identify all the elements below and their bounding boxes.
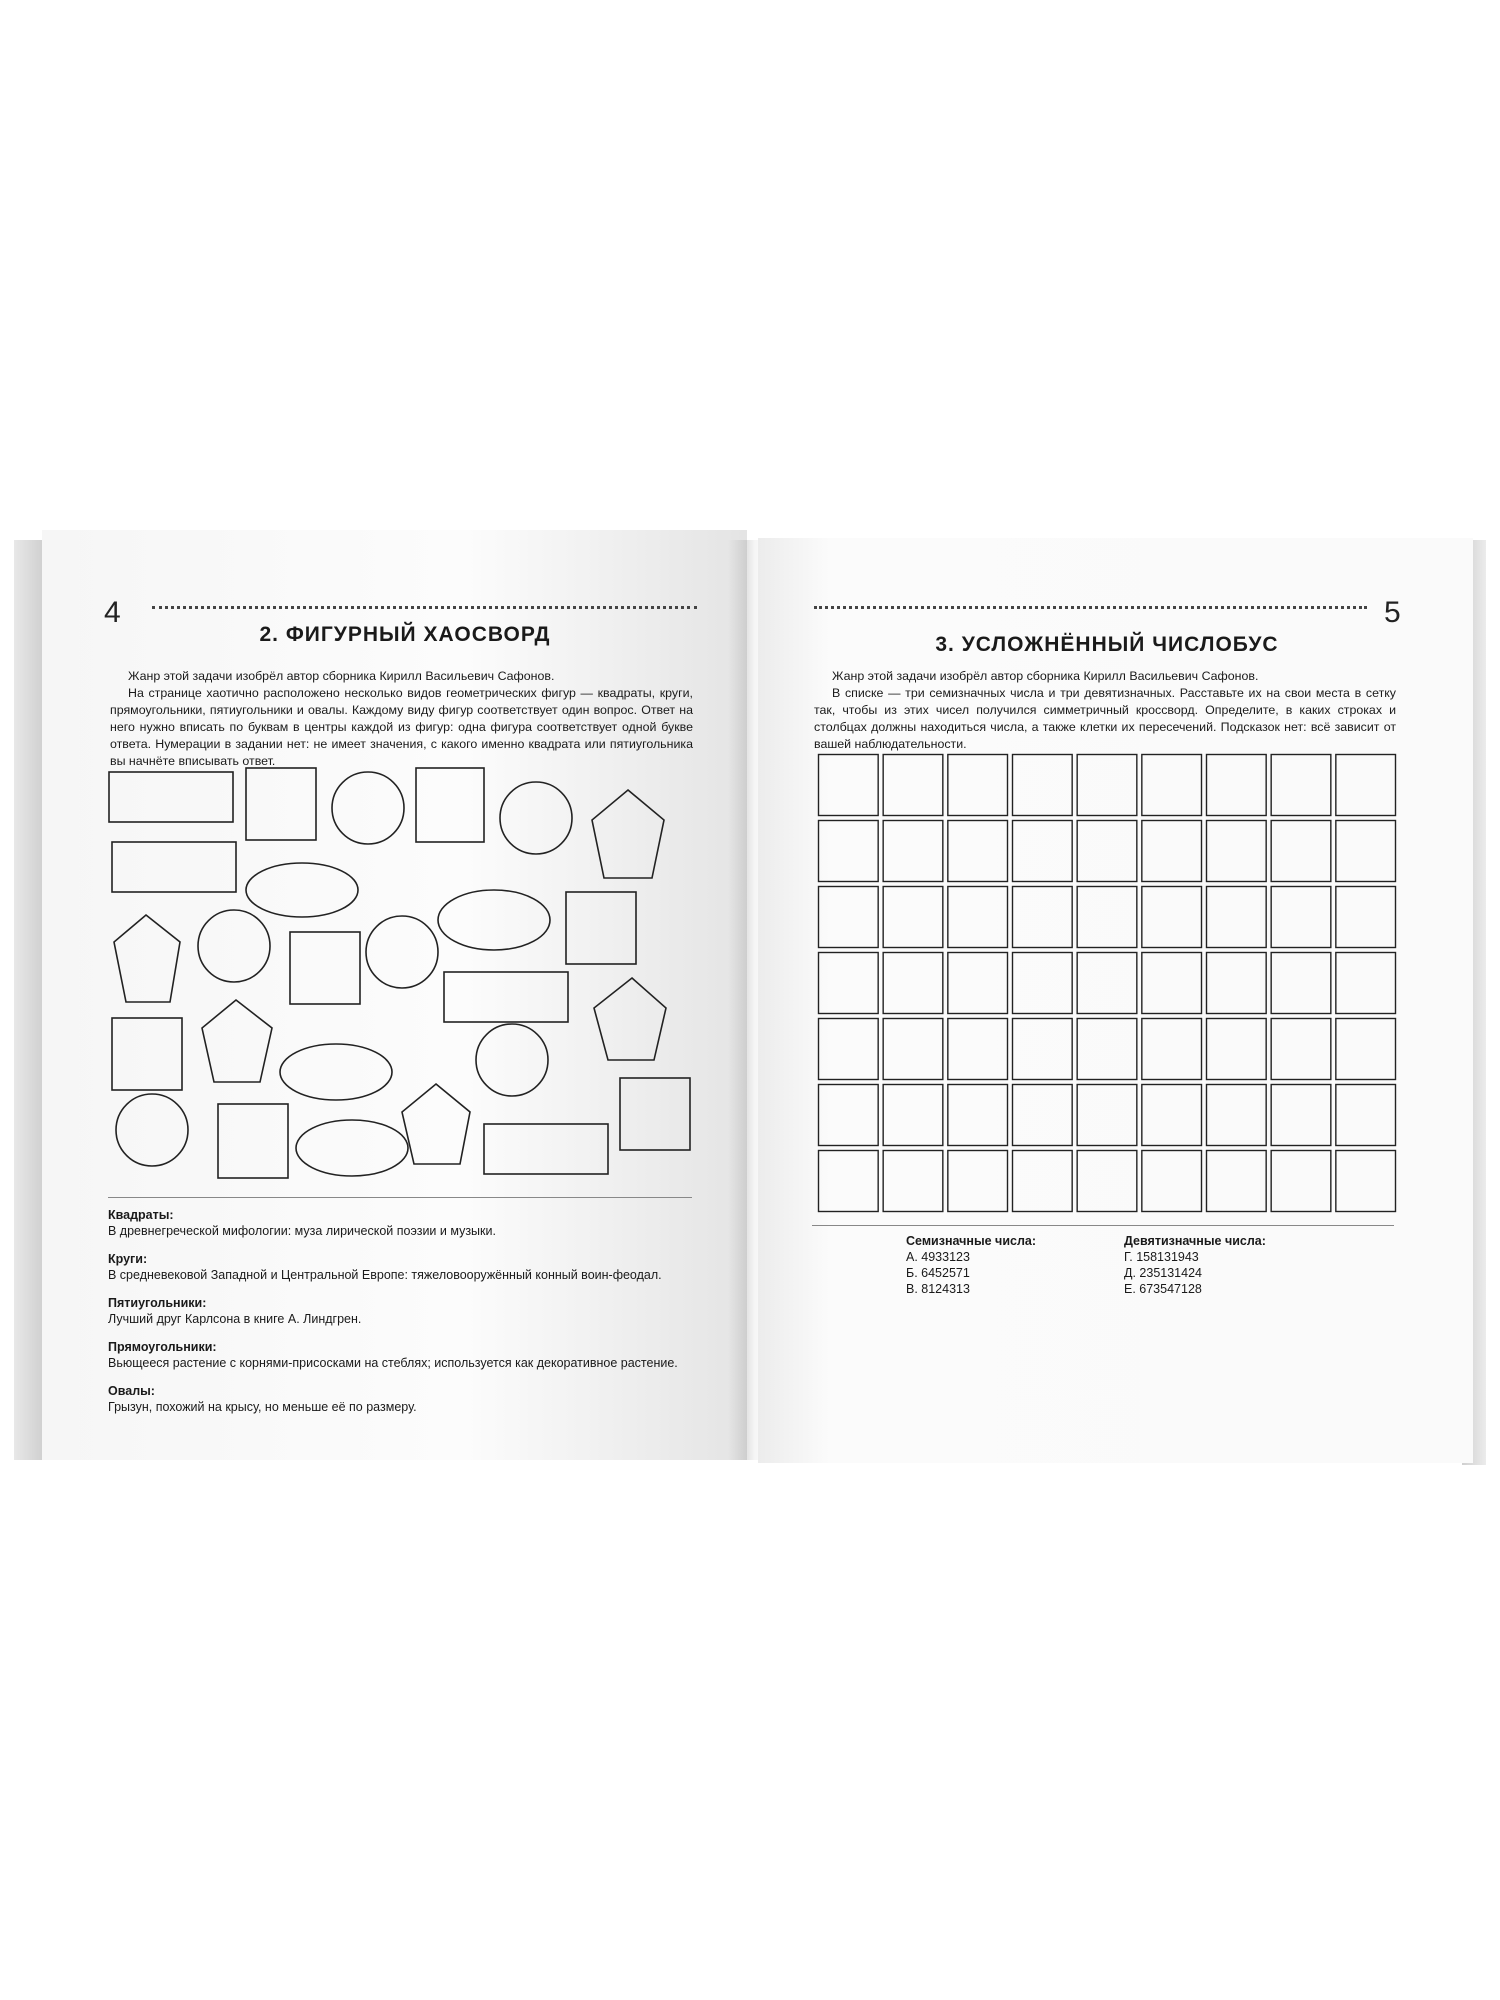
crossword-grid <box>812 748 1402 1218</box>
grid-cell[interactable] <box>948 1019 1008 1080</box>
grid-cell[interactable] <box>948 1085 1008 1146</box>
number-item: В. 8124313 <box>906 1282 970 1296</box>
clue-text: Грызун, похожий на крысу, но меньше её по размеру. <box>108 1400 417 1414</box>
grid-cell[interactable] <box>1142 1085 1202 1146</box>
shapes-puzzle <box>100 760 700 1180</box>
right-page-number: 5 <box>1384 596 1401 629</box>
circle-shape <box>116 1094 188 1166</box>
grid-cell[interactable] <box>1013 1019 1073 1080</box>
clue-text: Лучший друг Карлсона в книге А. Линдгрен. <box>108 1312 362 1326</box>
clue-ovals <box>108 1383 698 1415</box>
grid-cell[interactable] <box>1013 755 1073 816</box>
clue-pentagons <box>108 1295 698 1327</box>
clue-circles <box>108 1251 698 1283</box>
left-divider <box>108 1197 692 1198</box>
grid-cell[interactable] <box>883 1019 943 1080</box>
clue-label: Овалы: <box>108 1384 155 1398</box>
grid-cell[interactable] <box>883 1085 943 1146</box>
oval-shape <box>438 890 550 950</box>
clue-text: В древнегреческой мифологии: муза лирической поэзии и музыки. <box>108 1224 496 1238</box>
left-intro-p2: На странице хаотично расположено несколько видов геометрических фигур — квадраты, круги, прямоугольники, пятиугольники и овалы. Каждому виду фигур соответствует один вопрос. Ответ на него нужно вписать по буквам в центры каждой из фигур: одна фигура соответствует одной букве ответа. Нумерации в задании нет: не имеет значения, с какого именно квадрата или пятиугольника вы начнёте вписывать ответ. <box>110 686 693 768</box>
grid-cell[interactable] <box>1142 821 1202 882</box>
left-header-dots <box>152 606 697 611</box>
grid-cell[interactable] <box>1207 755 1267 816</box>
left-page-edge <box>14 540 44 1460</box>
grid-cell[interactable] <box>1207 953 1267 1014</box>
left-intro <box>110 668 693 770</box>
left-page-title: 2. ФИГУРНЫЙ ХАОСВОРД <box>259 623 551 646</box>
right-page-title: 3. УСЛОЖНЁННЫЙ ЧИСЛОБУС <box>935 633 1279 656</box>
number-item: А. 4933123 <box>906 1250 970 1264</box>
square-shape <box>620 1078 690 1150</box>
clue-text: Вьющееся растение с корнями-присосками на стеблях; используется как декоративное растение. <box>108 1356 678 1370</box>
grid-cell[interactable] <box>1013 887 1073 948</box>
left-intro-p1: Жанр этой задачи изобрёл автор сборника Кирилл Васильевич Сафонов. <box>128 669 555 683</box>
grid-cell[interactable] <box>1207 1151 1267 1212</box>
number-item: Д. 235131424 <box>1124 1266 1202 1280</box>
grid-cell[interactable] <box>948 1151 1008 1212</box>
square-shape <box>218 1104 288 1178</box>
number-item: Е. 673547128 <box>1124 1282 1202 1296</box>
grid-cell[interactable] <box>1207 1085 1267 1146</box>
grid-cell[interactable] <box>1142 1151 1202 1212</box>
number-item: Г. 158131943 <box>1124 1250 1199 1264</box>
grid-cell[interactable] <box>883 755 943 816</box>
grid-cell[interactable] <box>1142 755 1202 816</box>
grid-cell[interactable] <box>1142 953 1202 1014</box>
grid-cell[interactable] <box>1207 1019 1267 1080</box>
clue-list <box>108 1207 698 1427</box>
grid-cell[interactable] <box>1271 887 1331 948</box>
square-shape <box>416 768 484 842</box>
clue-rectangles <box>108 1339 698 1371</box>
rectangle-shape <box>109 772 233 822</box>
clue-squares <box>108 1207 698 1239</box>
grid-cell[interactable] <box>1271 755 1331 816</box>
rectangle-shape <box>444 972 568 1022</box>
left-page-number: 4 <box>104 596 121 629</box>
right-divider <box>812 1225 1394 1226</box>
grid-cell[interactable] <box>1013 953 1073 1014</box>
rectangle-shape <box>484 1124 608 1174</box>
grid-cell[interactable] <box>1336 1085 1396 1146</box>
pentagon-shape <box>114 915 180 1002</box>
grid-cell[interactable] <box>1271 1085 1331 1146</box>
grid-cell[interactable] <box>1336 953 1396 1014</box>
grid-cell[interactable] <box>1077 755 1137 816</box>
nine-digit-label: Девятизначные числа: <box>1124 1234 1266 1248</box>
circle-shape <box>332 772 404 844</box>
grid-cell[interactable] <box>819 887 879 948</box>
grid-cell[interactable] <box>1077 1019 1137 1080</box>
pentagon-shape <box>592 790 664 878</box>
seven-digit-list <box>906 1233 1036 1297</box>
grid-cell[interactable] <box>819 821 879 882</box>
grid-cell[interactable] <box>1142 1019 1202 1080</box>
grid-cell[interactable] <box>948 953 1008 1014</box>
square-shape <box>246 768 316 840</box>
grid-cell[interactable] <box>1336 1019 1396 1080</box>
grid-cell[interactable] <box>819 953 879 1014</box>
right-header-dots <box>814 606 1367 611</box>
grid-cell[interactable] <box>883 1151 943 1212</box>
grid-cell[interactable] <box>1077 953 1137 1014</box>
oval-shape <box>246 863 358 917</box>
right-intro-p2: В списке — три семизначных числа и три девятизначных. Расставьте их на свои места в сетку так, чтобы из этих чисел получился симметричный кроссворд. Определите, в каких строках и столбцах должны находиться числа, а также клетки их пересечений. Подсказок нет: всё зависит от вашей наблюдательности. <box>814 686 1396 751</box>
circle-shape <box>366 916 438 988</box>
grid-cell[interactable] <box>1207 887 1267 948</box>
clue-label: Прямоугольники: <box>108 1340 217 1354</box>
grid-cell[interactable] <box>1271 953 1331 1014</box>
grid-cell[interactable] <box>1077 1085 1137 1146</box>
pentagon-shape <box>402 1084 470 1164</box>
grid-cell[interactable] <box>1271 821 1331 882</box>
grid-cell[interactable] <box>819 1019 879 1080</box>
circle-shape <box>500 782 572 854</box>
grid-cell[interactable] <box>1013 1151 1073 1212</box>
grid-cell[interactable] <box>1336 821 1396 882</box>
grid-cell[interactable] <box>948 821 1008 882</box>
oval-shape <box>296 1120 408 1176</box>
clue-label: Квадраты: <box>108 1208 174 1222</box>
rectangle-shape <box>112 842 236 892</box>
right-intro-p1: Жанр этой задачи изобрёл автор сборника Кирилл Васильевич Сафонов. <box>832 669 1259 683</box>
grid-cell[interactable] <box>1336 755 1396 816</box>
nine-digit-list <box>1124 1233 1266 1297</box>
grid-cell[interactable] <box>819 1085 879 1146</box>
pentagon-shape <box>594 978 666 1060</box>
grid-cell[interactable] <box>1271 1151 1331 1212</box>
grid-cell[interactable] <box>819 755 879 816</box>
circle-shape <box>198 910 270 982</box>
grid-cell[interactable] <box>1077 887 1137 948</box>
seven-digit-label: Семизначные числа: <box>906 1234 1037 1248</box>
circle-shape <box>476 1024 548 1096</box>
grid-cell[interactable] <box>1271 1019 1331 1080</box>
grid-cell[interactable] <box>1207 821 1267 882</box>
grid-cell[interactable] <box>1336 887 1396 948</box>
grid-cell[interactable] <box>1336 1151 1396 1212</box>
square-shape <box>112 1018 182 1090</box>
grid-cell[interactable] <box>948 755 1008 816</box>
grid-cell[interactable] <box>1013 821 1073 882</box>
number-item: Б. 6452571 <box>906 1266 970 1280</box>
square-shape <box>566 892 636 964</box>
grid-cell[interactable] <box>883 821 943 882</box>
grid-cell[interactable] <box>1142 887 1202 948</box>
grid-cell[interactable] <box>883 887 943 948</box>
pentagon-shape <box>202 1000 272 1082</box>
clue-label: Пятиугольники: <box>108 1296 207 1310</box>
clue-label: Круги: <box>108 1252 148 1266</box>
square-shape <box>290 932 360 1004</box>
grid-cell[interactable] <box>883 953 943 1014</box>
grid-cell[interactable] <box>1077 1151 1137 1212</box>
clue-text: В средневековой Западной и Центральной Европе: тяжеловооружённый конный воин-феодал. <box>108 1268 662 1282</box>
right-intro <box>814 668 1396 753</box>
oval-shape <box>280 1044 392 1100</box>
grid-cell[interactable] <box>819 1151 879 1212</box>
grid-cell[interactable] <box>1013 1085 1073 1146</box>
grid-cell[interactable] <box>948 887 1008 948</box>
grid-cell[interactable] <box>1077 821 1137 882</box>
